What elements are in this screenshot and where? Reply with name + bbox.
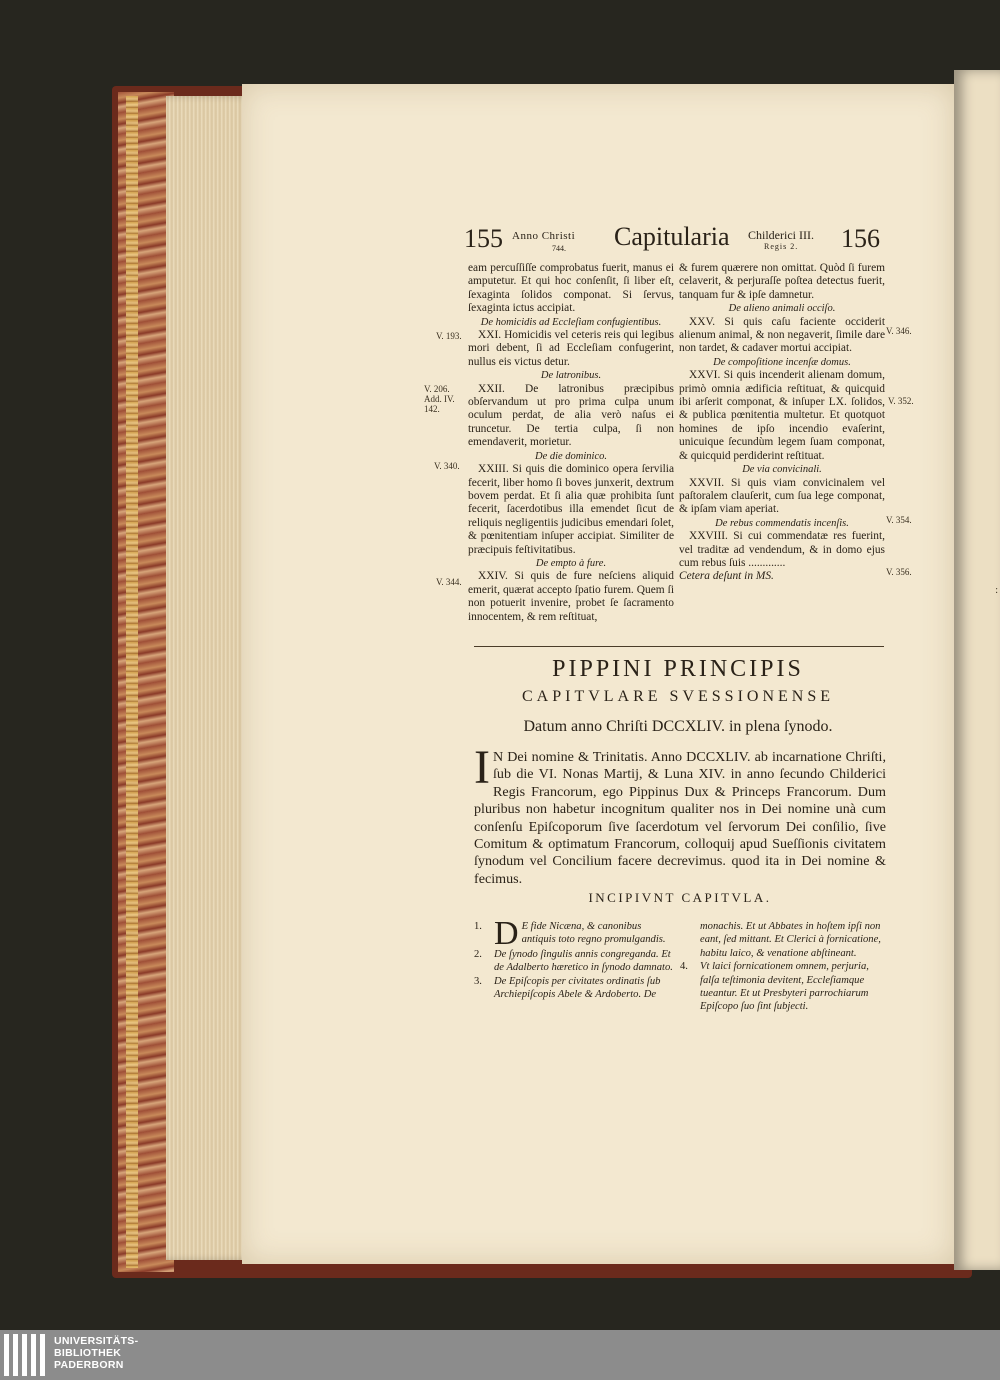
- paragraph: XXIII. Si quis die dominico opera ſervilia fecerit, liber homo ſi boves junxerit, dextrum bovem perdat. Et ſi alia quæ prohibita ſunt fecerit, ſacerdotibus illa emendet ſicut de reliquis negligentiis judicibus emendari ſolet, & pœnitentiam inſuper accipiat. Similiter de præcipuis feſtivitatibus.: [468, 463, 674, 556]
- section-heading: De alieno animali occiſo.: [728, 303, 836, 315]
- margin-note: V. 340.: [434, 461, 460, 471]
- right-text-column: [679, 262, 885, 584]
- drop-cap: I: [474, 741, 490, 794]
- section-heading: De empto à fure.: [535, 557, 607, 569]
- header-king: Childerici III.: [748, 228, 814, 242]
- drop-cap: D: [494, 915, 519, 952]
- margin-note: V. 193.: [436, 331, 462, 341]
- chapter-number: 4.: [680, 961, 688, 973]
- section-dateline: Datum anno Chriſti DCCXLIV. in plena ſynodo.: [523, 718, 833, 735]
- chapter-item: [474, 975, 674, 1002]
- section-heading: De latronibus.: [540, 370, 602, 382]
- running-header: [464, 220, 884, 260]
- section-rule: [474, 646, 884, 647]
- paragraph: & furem quærere non omittat. Quòd ſi furem celaverit, & perjuraſſe poſtea detectus fuerit, tanquam fur & ipſe damnetur.: [679, 262, 885, 301]
- chapter-text: E fide Nicæna, & canonibus antiquis toto regno promulgandis.: [521, 921, 666, 946]
- library-footer: [0, 1330, 1000, 1380]
- chapter-number: 1.: [474, 921, 482, 932]
- chapter-item: [474, 948, 674, 975]
- paragraph: XXVI. Si quis incenderit alienam domum, primò omnia ædificia reſtituat, & quicquid ibi arſerit componat, & inſuper LX. ſolidos, & publica pœnitentia multetur. Et quotquot homines de ipſo incendio evaſerint, unicuique ſecundùm legem ſuam componat, & quicquid perdiderint reſtituat.: [679, 369, 885, 462]
- incipiunt-heading: INCIPIVNT CAPITVLA.: [588, 890, 772, 905]
- left-text-column: [468, 262, 674, 624]
- paragraph: eam percuſſiſſe comprobatus fuerit, manus ei amputetur. Et qui hoc conſenſit, ſi liber eſt, ſexaginta ſolidos componat. Si ſervus, ſexaginta ictus accipiat.: [468, 262, 674, 315]
- page-edges: [166, 96, 252, 1260]
- closing-note: Cetera deſunt in MS.: [679, 570, 774, 583]
- section-heading: De rebus commendatis incenſis.: [715, 517, 849, 529]
- chapter-continuation: monachis. Et ut Abbates in hoſtem ipſi non eant, ſed mittant. Et Clerici à fornicatione, habitu laico, & venatione abſtineant.: [700, 921, 881, 959]
- page-number-left: 155: [464, 224, 503, 253]
- margin-note: V. 344.: [436, 577, 462, 587]
- section-heading: De homicidis ad Eccleſiam confugientibus.: [480, 316, 662, 328]
- section-heading: De compoſitione incenſæ domus.: [713, 356, 851, 368]
- header-year: 744.: [552, 244, 566, 253]
- section-title: PIPPINI PRINCIPIS: [552, 656, 804, 682]
- margin-note: V. 356.: [886, 567, 912, 577]
- section-heading: De via convicinali.: [742, 464, 822, 476]
- section-heading: De die dominico.: [534, 450, 608, 462]
- library-name-line: PADERBORN: [54, 1359, 124, 1371]
- header-title: Capitularia: [614, 222, 730, 251]
- library-logo-icon: [4, 1334, 48, 1376]
- paragraph: XXI. Homicidis vel ceteris reis qui legibus mori debent, ſi ad Eccleſiam confugerint, nullus eis victus detur.: [468, 329, 674, 368]
- paragraph: XXII. De latronibus præcipibus obſervandum ut pro prima culpa unum oculum perdat, de alia verò naſus ei truncetur. De tertia culpa, ſi non emendaverit, morietur.: [468, 382, 674, 449]
- library-name-line: UNIVERSITÄTS-: [54, 1335, 139, 1347]
- page-number-right: 156: [841, 224, 880, 253]
- paragraph: XXVIII. Si cui commendatæ res fuerint, vel traditæ ad vendendum, & in domo ejus cum rebus ſuis .............: [679, 530, 885, 569]
- library-name-line: BIBLIOTHEK: [54, 1347, 122, 1359]
- margin-note: V. 206. Add. IV. 142.: [424, 384, 455, 414]
- paragraph: XXVII. Si quis viam convicinalem vel paſtoralem clauſerit, cum ſua lege componat, & ipſam viam aperiat.: [679, 476, 885, 516]
- margin-note: V. 354.: [886, 515, 912, 525]
- body-text: N Dei nomine & Trinitatis. Anno DCCXLIV. ab incarnatione Chriſti, ſub die VI. Nonas Martij, & Luna XIV. in anno ſecundo Childerici Regis Francorum, ego Pippinus Dux & Princeps Francorum. Dum pluribus non habetur incognitum qualiter nos in Dei nomine unà cum conſenſu Epiſcoporum ſive ſacerdotum vel ſervorum Dei conſilio, ſive Comitum & optimatum Francorum, colloquij apud Sueſſionis civitatem ſynodum vel Concilium facere decrevimus. quod ita in Dei nomine & fecimus.: [474, 749, 886, 887]
- chapter-item: [474, 915, 674, 952]
- facing-page-edge: :: [954, 70, 1000, 1270]
- chapter-list-left: [474, 915, 674, 1002]
- gilt-border: [126, 96, 138, 1268]
- chapter-item: [680, 960, 888, 1014]
- chapter-list-right: [680, 920, 888, 1014]
- section-body: [474, 741, 886, 888]
- header-regis: Regis 2.: [764, 242, 799, 251]
- library-name: [54, 1335, 138, 1371]
- chapter-text: De Epiſcopis per civitates ordinatis ſub Archiepiſcopis Abele & Ardoberto. De: [494, 975, 661, 1001]
- chapter-text: Vt laici fornicationem omnem, perjuria, falſa teſtimonia devitent, Eccleſiamque tueantur. Et ut Presbyteri parrochiarum Epiſcopo ſuo ſint ſubjecti.: [700, 961, 869, 1013]
- chapter-text: De ſynodo ſingulis annis congreganda. Et de Adalberto hæretico in ſynodo damnato.: [494, 949, 673, 974]
- paragraph: XXV. Si quis caſu faciente occiderit alienum animal, & non negaverit, ſimile dare non tardet, & cadaver mortui accipiat.: [679, 315, 885, 355]
- margin-note: V. 352.: [888, 396, 914, 406]
- paragraph: XXIV. Si quis de fure neſciens aliquid emerit, quærat accepto ſpatio furem. Quem ſi non potuerit invenire, probet ſe ſacramento innocentem, & rem reſtituat,: [468, 570, 674, 623]
- chapter-number: 3.: [474, 975, 482, 987]
- chapter-number: 2.: [474, 949, 482, 960]
- section-subtitle: CAPITVLARE SVESSIONENSE: [521, 688, 834, 705]
- margin-note: V. 346.: [886, 326, 912, 336]
- header-anno: Anno Christi: [512, 230, 576, 242]
